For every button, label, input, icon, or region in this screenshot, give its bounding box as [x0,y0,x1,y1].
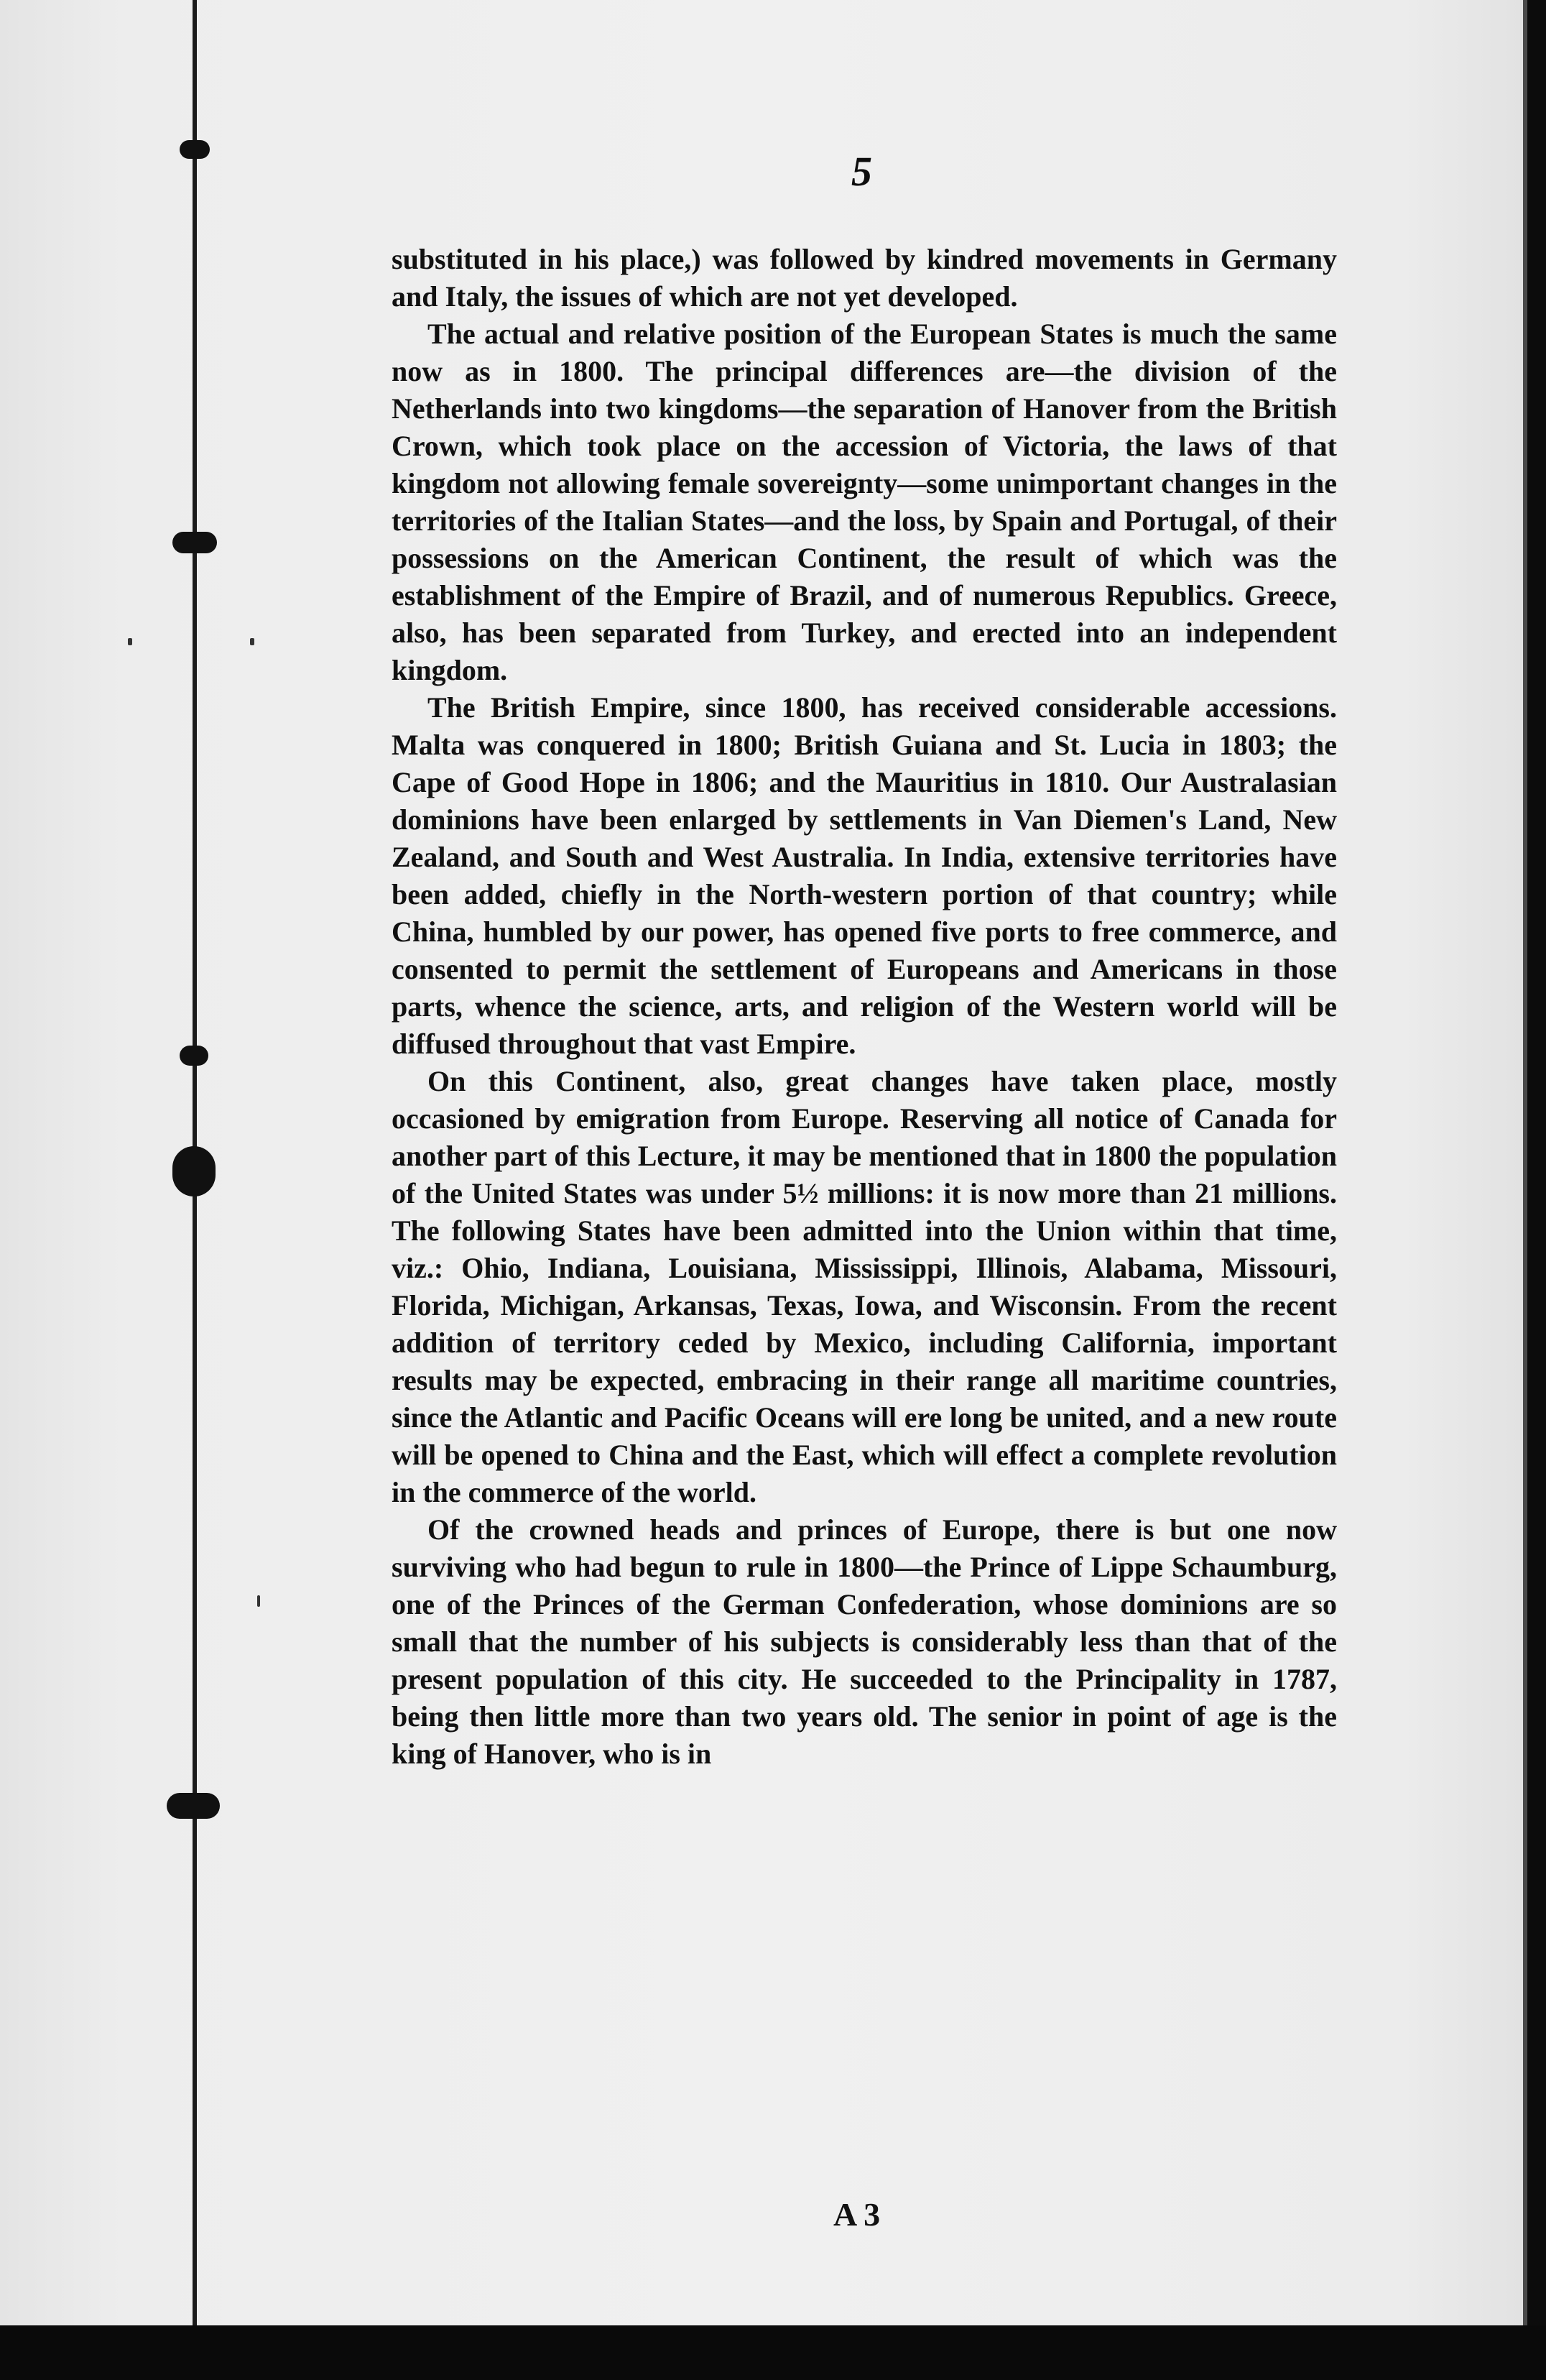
binding-stitch [180,140,210,159]
paragraph: Of the crowned heads and princes of Europe, there is but one now surviving who had begun to rule in 1800—the Prince of Lippe Schaumburg, one of the Princes of the German Confederation, whose dominions are so small that the number of his subjects is considerably less than that of the present population of this city. He succeeded to the Principality in 1787, being then little more than two years old. The senior in point of age is the king of Hanover, who is in [392,1513,1337,1770]
margin-speck [250,638,254,645]
binding-stitch [180,1046,208,1066]
binding-stitch [172,532,217,553]
page-number: 5 [851,148,872,195]
scan-bottom-edge [0,2325,1546,2380]
body-text [392,241,1337,1773]
paragraph: substituted in his place,) was followed by kindred movements in Germany and Italy, the issues of which are not yet developed. [392,243,1337,313]
margin-speck [257,1595,260,1607]
binding-stitch [172,1146,216,1196]
paragraph: The British Empire, since 1800, has received considerable accessions. Malta was conquered in 1800; British Guiana and St. Lucia in 1803; the Cape of Good Hope in 1806; and the Mauritius in 1810. Our Australasian dominions have been enlarged by settlements in Van Diemen's Land, New Zealand, and South and West Australia. In India, extensive territories have been added, chiefly in the North-western portion of that country; while China, humbled by our power, has opened five ports to free commerce, and consented to permit the settlement of Europeans and Americans in those parts, whence the science, arts, and religion of the Western world will be diffused throughout that vast Empire. [392,691,1337,1060]
signature-mark: A 3 [833,2196,881,2233]
paragraph: The actual and relative position of the European States is much the same now as in 1800. The principal differences are—the division of the Netherlands into two kingdoms—the separation of Hanover from the British Crown, which took place on the accession of Victoria, the laws of that kingdom not allowing female sovereignty—some unimportant changes in the territories of the Italian States—and the loss, by Spain and Portugal, of their possessions on the American Continent, the result of which was the establishment of the Empire of Brazil, and of numerous Republics. Greece, also, has been separated from Turkey, and erected into an independent kingdom. [392,318,1337,686]
binding-stitch [167,1793,220,1819]
paragraph: On this Continent, also, great changes have taken place, mostly occasioned by emigration from Europe. Reserving all notice of Canada for another part of this Lecture, it may be mentioned that in 1800 the population of the United States was under 5½ millions: it is now more than 21 millions. The following States have been admitted into the Union within that time, viz.: Ohio, Indiana, Louisiana, Mississippi, Illinois, Alabama, Missouri, Florida, Michigan, Arkansas, Texas, Iowa, and Wisconsin. From the recent addition of territory ceded by Mexico, including California, important results may be expected, embracing in their range all maritime countries, since the Atlantic and Pacific Oceans will ere long be united, and a new route will be opened to China and the East, which will effect a complete revolution in the commerce of the world. [392,1065,1337,1508]
margin-speck [128,638,132,645]
